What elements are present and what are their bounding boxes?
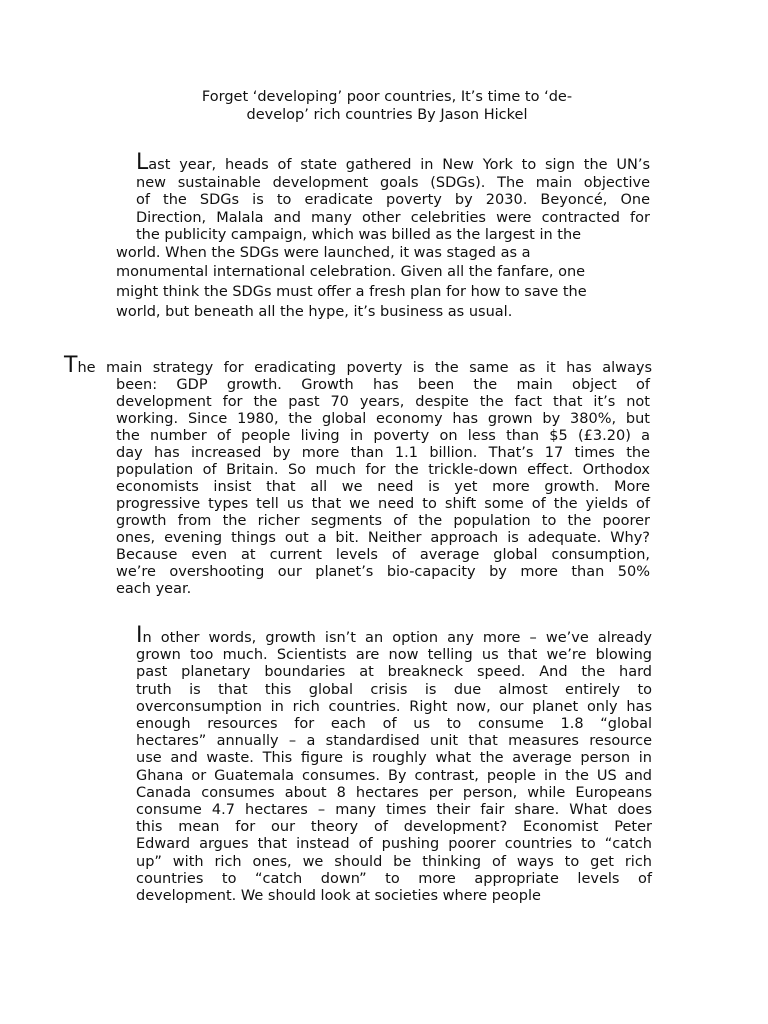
paragraph-line: population of Britain. So much for the trickle-down effect. Orthodox: [116, 462, 650, 478]
paragraph-line: grown too much. Scientists are now telling us that we’re blowing: [136, 647, 652, 664]
paragraph-line: enough resources for each of us to consume 1.8 “global: [136, 716, 652, 733]
paragraph-line: Edward argues that instead of pushing poorer countries to “catch: [136, 836, 652, 853]
paragraph-line: use and waste. This figure is roughly what the average person in: [136, 750, 652, 767]
paragraph-line: world, but beneath all the hype, it’s business as usual.: [116, 304, 513, 320]
title-line: develop’ rich countries By Jason Hickel: [246, 107, 528, 123]
paragraph-line: economists insist that all we need is yet more growth. More: [116, 479, 650, 495]
paragraph-line: the number of people living in poverty on less than $5 (£3.20) a: [116, 428, 650, 444]
paragraph-line: growth from the richer segments of the population to the poorer: [116, 513, 650, 529]
drop-cap: T: [64, 353, 78, 378]
paragraph-line: development. We should look at societies where people: [136, 888, 541, 905]
paragraph-line: working. Since 1980, the global economy has grown by 380%, but: [116, 411, 650, 427]
paragraph-line: new sustainable development goals (SDGs). The main objective: [136, 174, 650, 191]
paragraph-line: monumental international celebration. Given all the fanfare, one: [116, 264, 586, 280]
paragraph-line: we’re overshooting our planet’s bio-capacity by more than 50%: [116, 564, 650, 580]
title-line: Forget ‘developing’ poor countries, It’s time to ‘de-: [201, 89, 573, 105]
paragraph-line: ones, evening things out a bit. Neither approach is adequate. Why?: [116, 530, 650, 546]
paragraph-line: world. When the SDGs were launched, it was staged as a: [116, 244, 531, 261]
paragraph-line: hectares” annually – a standardised unit that measures resource: [136, 733, 652, 750]
paragraph-line: past planetary boundaries at breakneck speed. And the hard: [136, 664, 652, 681]
drop-cap: I: [136, 623, 143, 648]
paragraph-line: of the SDGs is to eradicate poverty by 2030. Beyoncé, One: [136, 192, 650, 208]
paragraph-line: this mean for our theory of development? Economist Peter: [136, 819, 652, 836]
paragraph-line: progressive types tell us that we need to shift some of the yields of: [116, 496, 650, 512]
paragraph-line: overconsumption in rich countries. Right now, our planet only has: [136, 698, 652, 715]
paragraph-line: up” with rich ones, we should be thinking of ways to get rich: [136, 853, 652, 870]
paragraph-line: Last year, heads of state gathered in New York to sign the UN’s: [136, 150, 650, 175]
paragraph-line: Ghana or Guatemala consumes. By contrast, people in the US and: [136, 767, 652, 784]
paragraph-line: consume 4.7 hectares – many times their fair share. What does: [136, 802, 652, 819]
paragraph-line: Because even at current levels of average global consumption,: [116, 547, 650, 563]
paragraph-line: development for the past 70 years, despite the fact that it’s not: [116, 394, 650, 410]
paragraph-line: each year.: [116, 581, 192, 597]
paragraph-1: [116, 152, 652, 322]
paragraph-line: been: GDP growth. Growth has been the main object of: [116, 377, 650, 393]
paragraph-line: Direction, Malala and many other celebrities were contracted for: [136, 209, 650, 226]
paragraph-line: The main strategy for eradicating poverty is the same as it has always: [64, 353, 652, 378]
drop-cap: L: [136, 150, 149, 175]
paragraph-3: [136, 625, 652, 905]
paragraph-line: Canada consumes about 8 hectares per person, while Europeans: [136, 784, 652, 801]
paragraph-line: countries to “catch down” to more appropriate levels of: [136, 870, 652, 887]
document-title: [150, 88, 624, 124]
paragraph-2: [64, 355, 652, 598]
paragraph-line: truth is that this global crisis is due almost entirely to: [136, 681, 652, 698]
paragraph-line: day has increased by more than 1.1 billion. That’s 17 times the: [116, 445, 650, 461]
paragraph-line: In other words, growth isn’t an option any more – we’ve already: [136, 623, 652, 648]
paragraph-line: the publicity campaign, which was billed as the largest in the: [136, 227, 582, 243]
paragraph-line: might think the SDGs must offer a fresh plan for how to save the: [116, 284, 587, 300]
